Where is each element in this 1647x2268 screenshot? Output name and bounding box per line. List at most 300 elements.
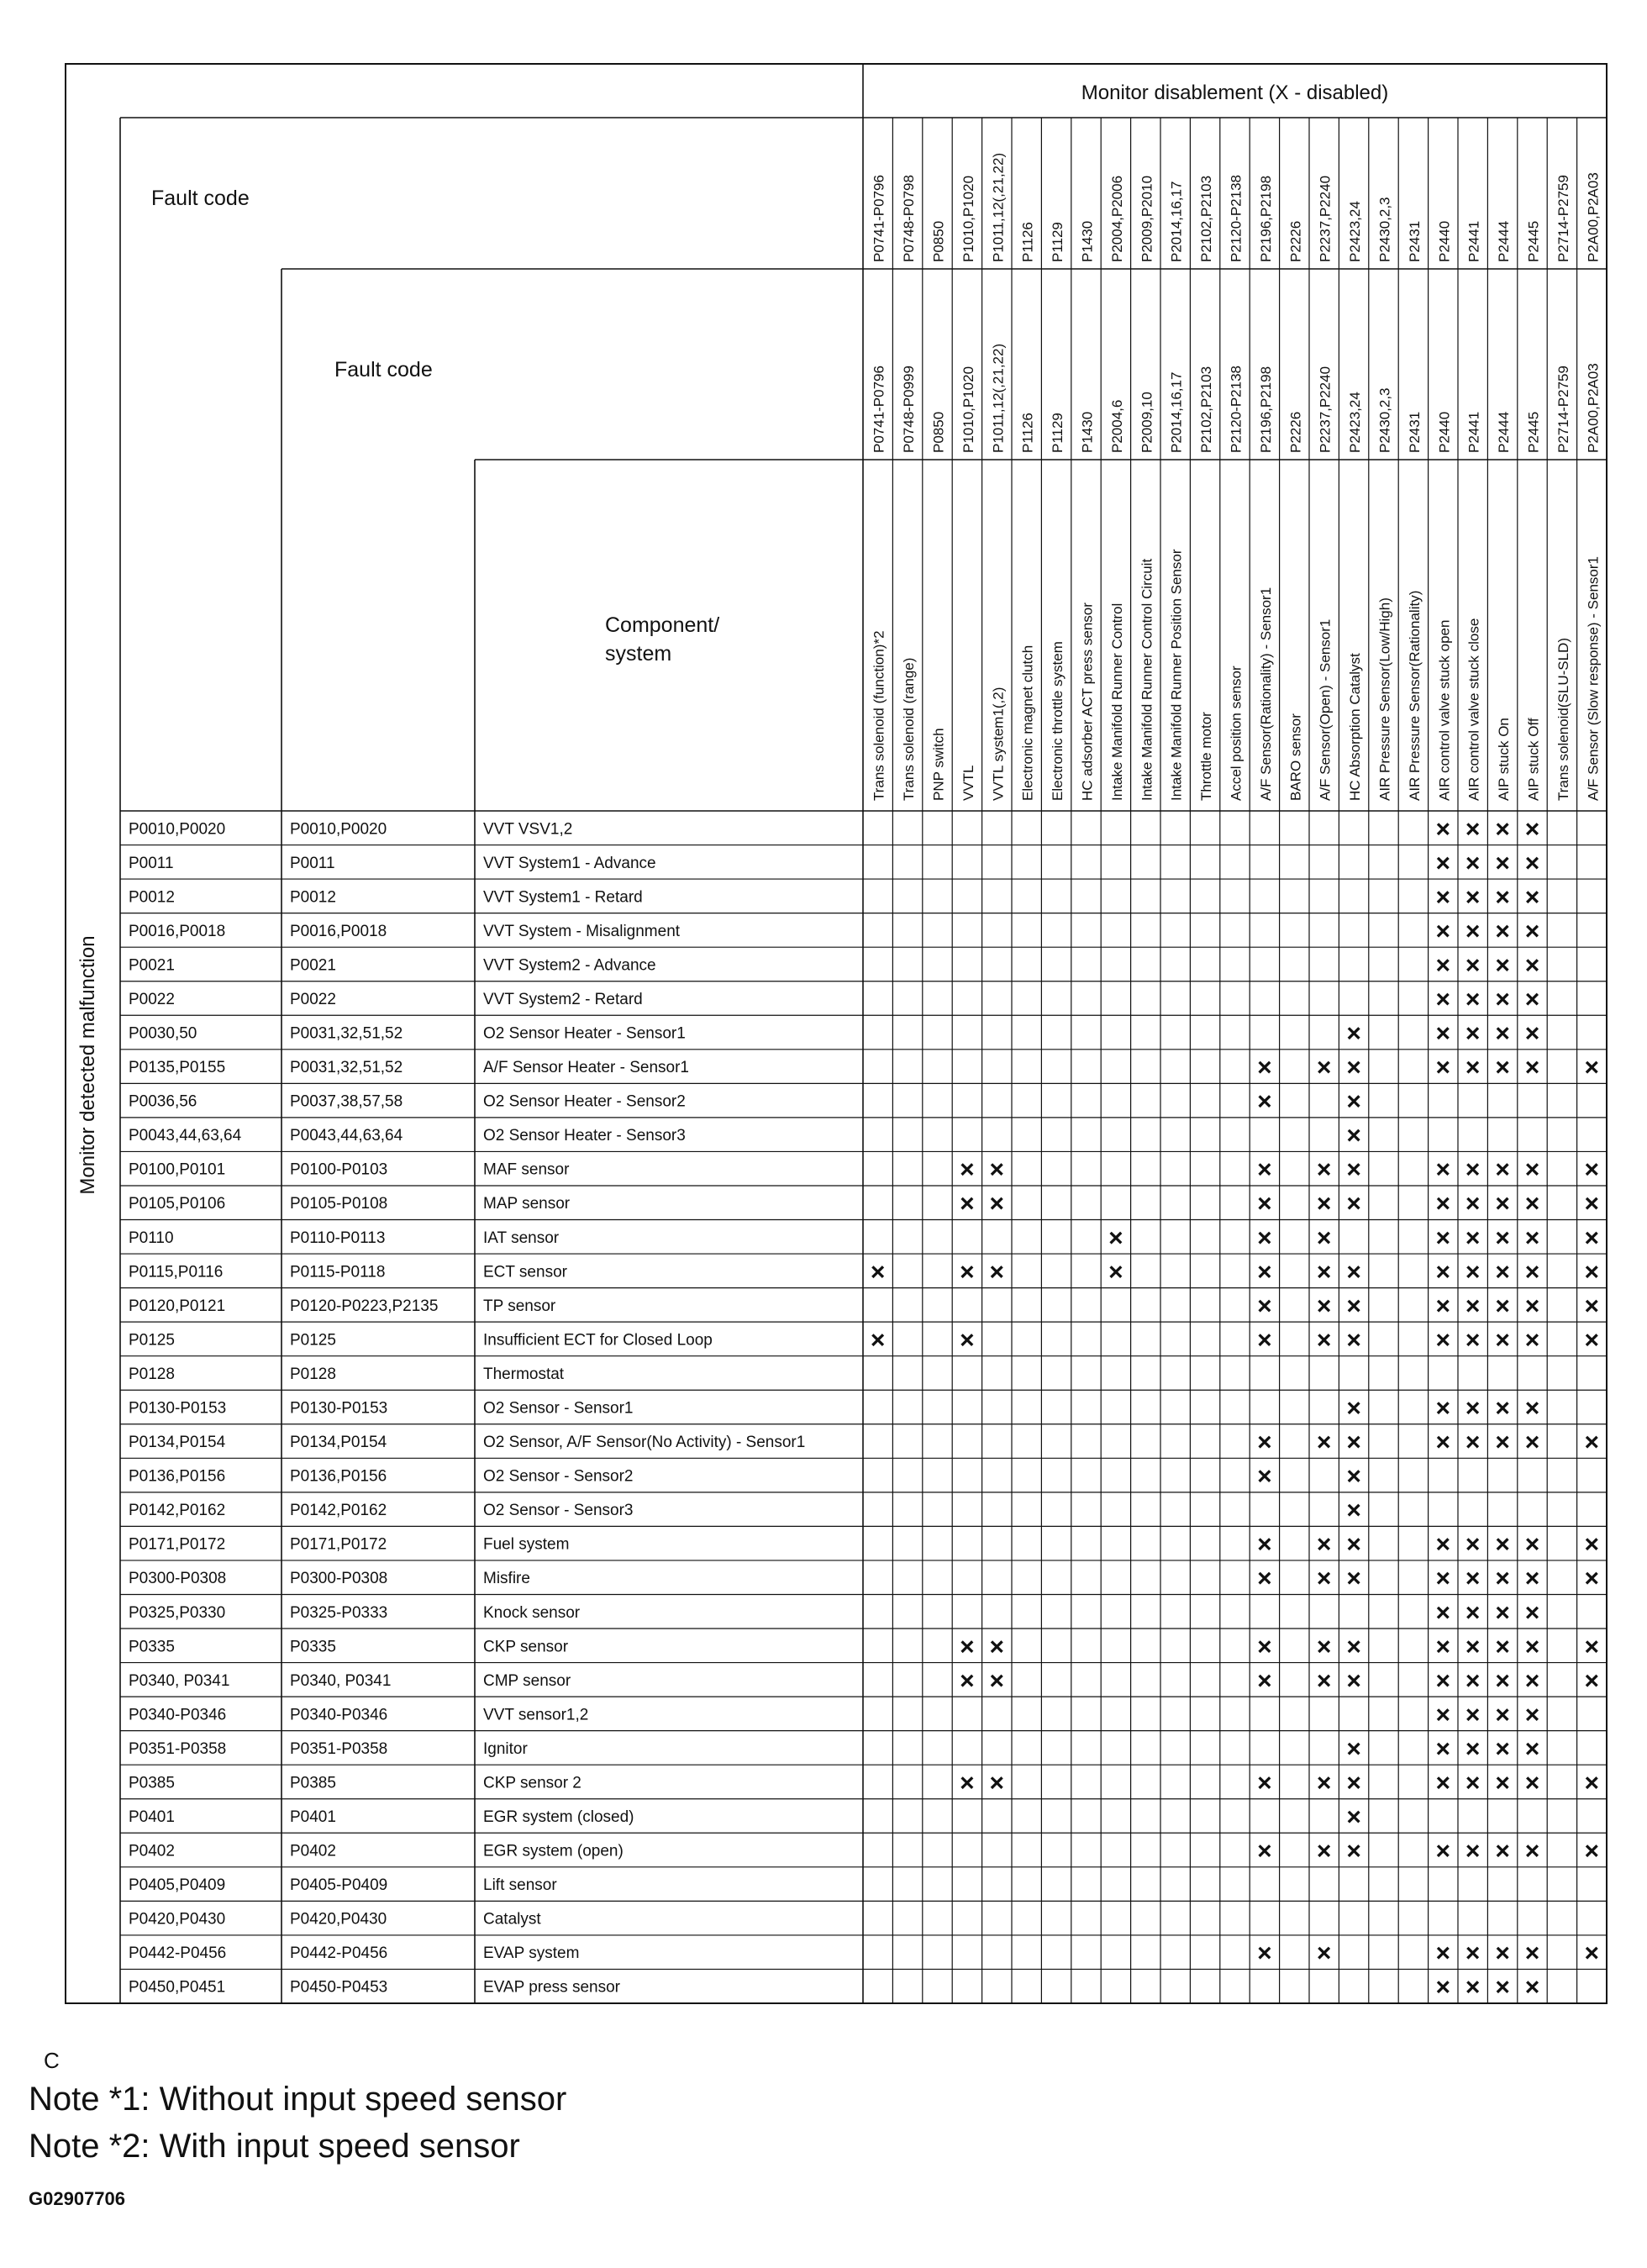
disabled-mark: × [1524,1190,1540,1218]
disabled-mark: × [1495,1734,1510,1763]
disabled-mark: × [1495,1326,1510,1355]
row-fault-code: P0030,50 [129,1024,197,1043]
column-code-2: P2009,10 [1139,392,1155,453]
row-fault-code-detail: P0171,P0172 [290,1535,387,1554]
disabled-mark: × [1495,951,1510,980]
disabled-mark: × [1465,1598,1481,1627]
disabled-mark: × [1465,1155,1481,1184]
disabled-mark: × [960,1326,975,1355]
column-code-1: P1010,P1020 [960,175,976,262]
disabled-mark: × [1584,1054,1600,1082]
row-component-system: Catalyst [483,1910,541,1929]
disabled-mark: × [1435,1054,1451,1082]
disabled-mark: × [1495,1258,1510,1287]
row-component-system: EGR system (closed) [483,1808,634,1827]
disabled-mark: × [1524,1565,1540,1593]
disabled-mark: × [1257,1429,1272,1457]
disabled-mark: × [1524,1666,1540,1695]
disabled-mark: × [1524,1292,1540,1320]
column-code-1: P1129 [1050,222,1066,262]
disabled-mark: × [1495,1292,1510,1320]
disabled-mark: × [1465,1633,1481,1661]
row-fault-code-detail: P0335 [290,1638,336,1656]
row-fault-code: P0335 [129,1638,175,1656]
row-fault-code-detail: P0010,P0020 [290,820,387,839]
column-code-2: P2196,P2198 [1257,366,1274,453]
row-fault-code-detail: P0130-P0153 [290,1399,388,1418]
row-fault-code-detail: P0110-P0113 [290,1229,386,1247]
column-code-2: P2431 [1406,411,1423,453]
row-fault-code-detail: P0351-P0358 [290,1739,388,1758]
disabled-mark: × [1435,1394,1451,1423]
row-component-system: O2 Sensor, A/F Sensor(No Activity) - Sensor1 [483,1434,806,1452]
column-code-2: P1129 [1050,413,1066,453]
column-code-2: P2226 [1287,411,1304,453]
disabled-mark: × [1435,1019,1451,1048]
figure-id: G02907706 [29,2188,125,2209]
row-fault-code-detail: P0420,P0430 [290,1910,387,1929]
disabled-mark: × [1346,1633,1361,1661]
disabled-mark: × [1524,1769,1540,1797]
disabled-mark: × [1495,1054,1510,1082]
disabled-mark: × [1584,1565,1600,1593]
column-description: Trans solenoid (function)*2 [871,630,887,801]
row-fault-code-detail: P0031,32,51,52 [290,1059,403,1077]
disabled-mark: × [1435,951,1451,980]
disabled-mark: × [1495,1837,1510,1865]
disabled-mark: × [1495,1633,1510,1661]
disabled-mark: × [1495,1666,1510,1695]
disabled-mark: × [1316,1326,1332,1355]
disabled-mark: × [1435,1633,1451,1661]
disabled-mark: × [1584,1292,1600,1320]
row-fault-code: P0442-P0456 [129,1944,227,1963]
disabled-mark: × [1316,1633,1332,1661]
row-fault-code-detail: P0134,P0154 [290,1434,387,1452]
disabled-mark: × [1495,1223,1510,1252]
row-fault-code: P0012 [129,888,175,907]
disabled-mark: × [1465,1973,1481,2002]
row-fault-code-detail: P0043,44,63,64 [290,1127,403,1145]
row-fault-code-detail: P0300-P0308 [290,1570,388,1588]
disabled-mark: × [1435,1326,1451,1355]
disabled-mark: × [1435,1565,1451,1593]
column-code-1: P2A00,P2A03 [1585,172,1602,262]
disabled-mark: × [1465,1394,1481,1423]
row-component-system: TP sensor [483,1297,556,1315]
column-code-2: P2014,16,17 [1168,371,1185,453]
column-code-1: P2714-P2759 [1555,175,1571,262]
column-code-2: P2714-P2759 [1555,366,1571,453]
disabled-mark: × [1495,1973,1510,2002]
row-fault-code-detail: P0021 [290,956,336,975]
disabled-mark: × [960,1190,975,1218]
row-component-system: O2 Sensor Heater - Sensor2 [483,1092,686,1111]
disabled-mark: × [960,1769,975,1797]
row-fault-code: P0136,P0156 [129,1467,226,1486]
row-component-system: O2 Sensor Heater - Sensor1 [483,1024,686,1043]
disabled-mark: × [1524,849,1540,877]
disabled-mark: × [1524,1701,1540,1729]
row-fault-code-detail: P0401 [290,1808,336,1827]
disabled-mark: × [1465,1837,1481,1865]
disabled-mark: × [1316,1054,1332,1082]
disabled-mark: × [1465,1530,1481,1559]
disabled-mark: × [1257,1292,1272,1320]
disabled-mark: × [1584,1258,1600,1287]
disabled-mark: × [1495,849,1510,877]
row-fault-code-detail: P0022 [290,990,336,1008]
disabled-mark: × [1316,1292,1332,1320]
row-component-system: VVT VSV1,2 [483,820,573,839]
row-component-system: Lift sensor [483,1876,557,1895]
disabled-mark: × [1257,1565,1272,1593]
row-fault-code: P0401 [129,1808,175,1827]
disabled-mark: × [1346,1530,1361,1559]
row-component-system: A/F Sensor Heater - Sensor1 [483,1059,689,1077]
disabled-mark: × [1524,1054,1540,1082]
column-description: AIR control valve stuck close [1465,618,1482,801]
disabled-mark: × [1435,849,1451,877]
row-fault-code: P0405,P0409 [129,1876,226,1895]
column-code-1: P1011,12(,21,22) [990,152,1007,262]
row-fault-code: P0016,P0018 [129,922,226,940]
column-code-2: P2120-P2138 [1228,366,1244,453]
disabled-mark: × [1495,917,1510,945]
disabled-mark: × [1316,1769,1332,1797]
row-fault-code-detail: P0125 [290,1331,336,1350]
disabled-mark: × [1584,1326,1600,1355]
column-code-2: P2440 [1436,411,1453,453]
row-fault-code: P0340, P0341 [129,1671,230,1690]
disabled-mark: × [1346,1803,1361,1832]
column-description: A/F Sensor(Rationality) - Sensor1 [1257,587,1274,801]
column-code-2: P2004,6 [1108,399,1125,453]
row-component-system: O2 Sensor - Sensor1 [483,1399,634,1418]
row-component-system: CKP sensor 2 [483,1774,581,1792]
disabled-mark: × [1465,1429,1481,1457]
disabled-mark: × [1524,883,1540,912]
column-code-1: P2441 [1465,220,1482,262]
disabled-mark: × [1465,1054,1481,1082]
column-code-2: P2430,2,3 [1376,387,1393,453]
row-component-system: Ignitor [483,1739,528,1758]
row-fault-code-detail: P0037,38,57,58 [290,1092,403,1111]
column-description: HC adsorber ACT press sensor [1079,603,1096,801]
disabled-mark: × [1495,1394,1510,1423]
column-code-2: P0741-P0796 [871,366,887,453]
disabled-mark: × [1316,1666,1332,1695]
column-code-2: P2444 [1496,411,1513,453]
row-component-system: CMP sensor [483,1671,571,1690]
column-code-2: P2A00,P2A03 [1585,363,1602,453]
row-fault-code: P0022 [129,990,175,1008]
row-fault-code: P0128 [129,1365,175,1383]
disabled-mark: × [1435,1734,1451,1763]
row-fault-code: P0010,P0020 [129,820,226,839]
row-fault-code: P0011 [129,854,174,872]
column-code-1: P2445 [1525,220,1542,262]
row-fault-code-detail: P0142,P0162 [290,1502,387,1520]
column-code-1: P2444 [1496,220,1513,262]
row-fault-code-detail: P0385 [290,1774,336,1792]
disabled-mark: × [1584,1155,1600,1184]
row-fault-code-detail: P0115-P0118 [290,1263,386,1281]
disabled-mark: × [989,1258,1005,1287]
disabled-mark: × [1465,1769,1481,1797]
column-code-1: P2440 [1436,220,1453,262]
row-fault-code: P0171,P0172 [129,1535,226,1554]
column-code-1: P2004,P2006 [1108,175,1125,262]
column-code-1: P2430,2,3 [1376,197,1393,262]
disabled-mark: × [1435,1530,1451,1559]
column-description: VVTL system1(,2) [990,687,1007,801]
row-fault-code: P0351-P0358 [129,1739,227,1758]
row-component-system: VVT System - Misalignment [483,922,681,940]
disabled-mark: × [1316,1429,1332,1457]
row-component-system: O2 Sensor - Sensor3 [483,1502,634,1520]
row-fault-code-detail: P0105-P0108 [290,1195,388,1213]
column-code-2: P0748-P0999 [901,366,918,453]
disabled-mark: × [1257,1837,1272,1865]
row-fault-code-detail: P0340-P0346 [290,1706,388,1724]
disabled-mark: × [1346,1292,1361,1320]
disabled-mark: × [1435,1429,1451,1457]
row-fault-code-detail: P0340, P0341 [290,1671,392,1690]
disabled-mark: × [1465,917,1481,945]
disabled-mark: × [1524,1530,1540,1559]
figure-letter: C [44,2048,60,2073]
disabled-mark: × [1495,1530,1510,1559]
disabled-mark: × [1257,1530,1272,1559]
disabled-mark: × [1495,1769,1510,1797]
disabled-mark: × [1435,1837,1451,1865]
disabled-mark: × [1465,883,1481,912]
disabled-mark: × [1465,1258,1481,1287]
row-component-system: ECT sensor [483,1263,567,1281]
disabled-mark: × [1316,1837,1332,1865]
disabled-mark: × [1495,1190,1510,1218]
row-fault-code: P0130-P0153 [129,1399,227,1418]
disabled-mark: × [1465,1019,1481,1048]
note-2: Note *2: With input speed sensor [29,2128,520,2165]
disabled-mark: × [1584,1666,1600,1695]
column-code-2: P1010,P1020 [960,366,976,453]
disabled-mark: × [1495,815,1510,844]
column-description: AIR Pressure Sensor(Low/High) [1376,597,1393,801]
disabled-mark: × [1524,1394,1540,1423]
disabled-mark: × [1435,1258,1451,1287]
disabled-mark: × [1346,1666,1361,1695]
disabled-mark: × [989,1633,1005,1661]
disabled-mark: × [1257,1633,1272,1661]
note-1: Note *1: Without input speed sensor [29,2081,567,2118]
column-description: AIP stuck On [1496,718,1513,801]
disabled-mark: × [1524,1973,1540,2002]
disabled-mark: × [1346,1565,1361,1593]
column-code-1: P2237,P2240 [1317,175,1334,262]
disabled-mark: × [1524,1155,1540,1184]
disabled-mark: × [1465,1223,1481,1252]
disabled-mark: × [1584,1223,1600,1252]
disabled-mark: × [1465,815,1481,844]
disabled-mark: × [1435,1292,1451,1320]
column-code-1: P2196,P2198 [1257,175,1274,262]
column-code-2: P1126 [1019,413,1036,453]
row-component-system: MAF sensor [483,1160,570,1179]
row-component-system: EVAP press sensor [483,1978,620,1997]
row-fault-code: P0325,P0330 [129,1603,226,1622]
row-fault-code: P0120,P0121 [129,1297,226,1315]
disabled-mark: × [1346,1054,1361,1082]
disabled-mark: × [1346,1190,1361,1218]
monitor-disablement-header: Monitor disablement (X - disabled) [1081,82,1389,104]
disabled-mark: × [1257,1087,1272,1116]
disabled-mark: × [1495,1939,1510,1968]
column-code-1: P0741-P0796 [871,175,887,262]
column-description: Electronic magnet clutch [1019,645,1036,801]
disabled-mark: × [1316,1565,1332,1593]
column-code-2: P2237,P2240 [1317,366,1334,453]
disabled-mark: × [1584,1190,1600,1218]
disabled-mark: × [1346,1497,1361,1525]
disabled-mark: × [1316,1190,1332,1218]
component-system-header-line2: system [605,642,672,666]
column-description: Accel position sensor [1228,666,1244,801]
column-code-1: P2102,P2103 [1198,175,1215,262]
disabled-mark: × [1257,1258,1272,1287]
row-component-system: Knock sensor [483,1603,581,1622]
row-fault-code-detail: P0031,32,51,52 [290,1024,403,1043]
column-description: Throttle motor [1198,712,1215,801]
row-fault-code-detail: P0120-P0223,P2135 [290,1297,439,1315]
disabled-mark: × [1346,1087,1361,1116]
row-component-system: Misfire [483,1570,530,1588]
disabled-mark: × [1524,1223,1540,1252]
disabled-mark: × [1465,1326,1481,1355]
disabled-mark: × [1435,883,1451,912]
disabled-mark: × [1316,1258,1332,1287]
row-fault-code-detail: P0442-P0456 [290,1944,388,1963]
disabled-mark: × [989,1190,1005,1218]
row-fault-code: P0340-P0346 [129,1706,227,1724]
disabled-mark: × [960,1155,975,1184]
column-code-1: P1430 [1079,220,1096,262]
fault-code-header-mid: Fault code [334,358,433,382]
disabled-mark: × [1257,1054,1272,1082]
disabled-mark: × [1465,1701,1481,1729]
disabled-mark: × [1346,1462,1361,1491]
disabled-mark: × [1316,1939,1332,1968]
disabled-mark: × [1257,1462,1272,1491]
column-description: Trans solenoid(SLU-SLD) [1555,638,1571,801]
disabled-mark: × [1435,1223,1451,1252]
disabled-mark: × [1346,1019,1361,1048]
row-fault-code: P0125 [129,1331,175,1350]
disabled-mark: × [1495,1429,1510,1457]
disabled-mark: × [1524,1734,1540,1763]
disabled-mark: × [1465,1292,1481,1320]
disabled-mark: × [1257,1939,1272,1968]
disabled-mark: × [1346,1769,1361,1797]
column-description: HC Absorption Catalyst [1347,653,1364,801]
row-fault-code: P0420,P0430 [129,1910,226,1929]
disabled-mark: × [1435,917,1451,945]
disabled-mark: × [1465,1190,1481,1218]
row-fault-code-detail: P0450-P0453 [290,1978,388,1997]
disabled-mark: × [1346,1734,1361,1763]
disabled-mark: × [1108,1223,1123,1252]
row-component-system: VVT System1 - Advance [483,854,656,872]
disabled-mark: × [1524,1258,1540,1287]
column-code-2: P1011,12(,21,22) [990,343,1007,453]
row-fault-code: P0036,56 [129,1092,197,1111]
column-description: AIR Pressure Sensor(Rationality) [1406,590,1423,801]
disabled-mark: × [1257,1223,1272,1252]
disabled-mark: × [989,1155,1005,1184]
disabled-mark: × [1435,1939,1451,1968]
disabled-mark: × [1524,815,1540,844]
column-description: AIR control valve stuck open [1436,619,1453,801]
column-description: A/F Sensor (Slow response) - Sensor1 [1585,555,1602,801]
disabled-mark: × [1435,1190,1451,1218]
column-code-2: P1430 [1079,411,1096,453]
disabled-mark: × [1346,1122,1361,1150]
disabled-mark: × [1495,1155,1510,1184]
column-description: Trans solenoid (range) [901,657,918,801]
row-fault-code-detail: P0405-P0409 [290,1876,388,1895]
disabled-mark: × [1495,1019,1510,1048]
disabled-mark: × [1495,1565,1510,1593]
monitor-detected-malfunction-label: Monitor detected malfunction [76,935,99,1195]
disabled-mark: × [1524,1019,1540,1048]
disabled-mark: × [1495,1701,1510,1729]
row-component-system: IAT sensor [483,1229,560,1247]
row-fault-code-detail: P0100-P0103 [290,1160,388,1179]
row-fault-code-detail: P0012 [290,888,336,907]
row-fault-code: P0300-P0308 [129,1570,227,1588]
disabled-mark: × [1465,1666,1481,1695]
disabled-mark: × [1257,1666,1272,1695]
disabled-mark: × [1584,1837,1600,1865]
disabled-mark: × [1495,1598,1510,1627]
disabled-mark: × [1524,1633,1540,1661]
row-component-system: EGR system (open) [483,1842,624,1860]
disabled-mark: × [1435,1666,1451,1695]
column-description: Intake Manifold Runner Position Sensor [1168,549,1185,801]
disabled-mark: × [1346,1837,1361,1865]
disabled-mark: × [989,1666,1005,1695]
disabled-mark: × [1435,1155,1451,1184]
disabled-mark: × [1524,951,1540,980]
disabled-mark: × [1316,1155,1332,1184]
disabled-mark: × [1465,951,1481,980]
row-component-system: O2 Sensor - Sensor2 [483,1467,634,1486]
column-code-1: P2009,P2010 [1139,175,1155,262]
row-component-system: O2 Sensor Heater - Sensor3 [483,1127,686,1145]
column-code-1: P0748-P0798 [901,175,918,262]
column-description: VVTL [960,765,976,801]
column-code-1: P0850 [930,220,947,262]
disabled-mark: × [1584,1769,1600,1797]
row-fault-code: P0450,P0451 [129,1978,226,1997]
disabled-mark: × [960,1666,975,1695]
row-component-system: Fuel system [483,1535,570,1554]
column-code-2: P2441 [1465,411,1482,453]
column-code-1: P2120-P2138 [1228,175,1244,262]
disabled-mark: × [1465,985,1481,1013]
disabled-mark: × [989,1769,1005,1797]
